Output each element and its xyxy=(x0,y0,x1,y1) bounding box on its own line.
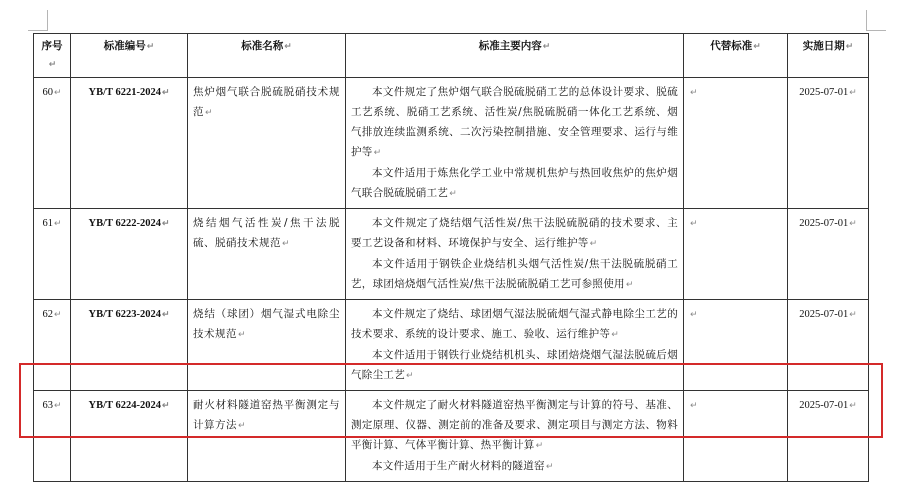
cell-name: 烧结烟气活性炭/焦干法脱硫、脱硝技术规范↵ xyxy=(188,209,346,300)
content-paragraph: 本文件规定了耐火材料隧道窑热平衡测定与计算的符号、基准、测定原理、仪器、测定前的准备及要求、测定项目与测定方法、物料平衡计算、气体平衡计算、热平衡计算↵ xyxy=(351,399,678,451)
cell-replace: ↵ xyxy=(684,78,788,209)
table-row xyxy=(34,391,869,482)
cell-name: 焦炉烟气联合脱硫脱硝技术规范↵ xyxy=(188,78,346,209)
crop-mark-right-h xyxy=(866,30,886,31)
cell-code: YB/T 6224-2024↵ xyxy=(71,391,188,482)
table-header-row xyxy=(34,34,869,78)
content-paragraph: 本文件适用于炼焦化学工业中常规机焦炉与热回收焦炉的焦炉烟气联合脱硫脱硝工艺↵ xyxy=(351,167,678,199)
cell-seq: 61↵ xyxy=(34,209,71,300)
header-content: 标准主要内容↵ xyxy=(346,34,684,78)
content-paragraph: 本文件适用于钢铁行业烧结机机头、球团焙烧烟气湿法脱硫后烟气除尘工艺↵ xyxy=(351,349,678,381)
cell-replace: ↵ xyxy=(684,300,788,391)
table-row xyxy=(34,300,869,391)
content-paragraph: 本文件适用于钢铁企业烧结机头烟气活性炭/焦干法脱硫脱硝工艺，球团焙烧烟气活性炭/焦干法脱硫脱硝工艺可参照使用↵ xyxy=(351,258,678,290)
standards-table xyxy=(33,33,869,482)
cell-seq: 62↵ xyxy=(34,300,71,391)
crop-mark-left-h xyxy=(28,30,48,31)
header-code: 标准编号↵ xyxy=(71,34,188,78)
header-date: 实施日期↵ xyxy=(788,34,869,78)
content-paragraph: 本文件规定了烧结、球团烟气湿法脱硫烟气湿式静电除尘工艺的技术要求、系统的设计要求、施工、验收、运行维护等↵ xyxy=(351,308,678,340)
cell-replace: ↵ xyxy=(684,209,788,300)
crop-mark-left xyxy=(47,10,48,30)
cell-content xyxy=(346,300,684,391)
cell-content xyxy=(346,209,684,300)
table-row xyxy=(34,78,869,209)
cell-date: 2025-07-01↵ xyxy=(788,300,869,391)
cell-name: 耐火材料隧道窑热平衡测定与计算方法↵ xyxy=(188,391,346,482)
content-paragraph: 本文件规定了烧结烟气活性炭/焦干法脱硫脱硝的技术要求、主要工艺设备和材料、环境保护与安全、运行维护等↵ xyxy=(351,217,678,249)
cell-code: YB/T 6223-2024↵ xyxy=(71,300,188,391)
cell-content xyxy=(346,391,684,482)
cell-date: 2025-07-01↵ xyxy=(788,391,869,482)
cell-code: YB/T 6222-2024↵ xyxy=(71,209,188,300)
cell-content xyxy=(346,78,684,209)
cell-code: YB/T 6221-2024↵ xyxy=(71,78,188,209)
header-replace: 代替标准↵ xyxy=(684,34,788,78)
content-paragraph: 本文件规定了焦炉烟气联合脱硫脱硝工艺的总体设计要求、脱硫工艺系统、脱硝工艺系统、活性炭/焦脱硫脱硝一体化工艺系统、烟气排放连续监测系统、二次污染控制措施、安全管理要求、运行与维护等↵ xyxy=(351,86,678,158)
table-row xyxy=(34,209,869,300)
cell-replace: ↵ xyxy=(684,391,788,482)
cell-seq: 63↵ xyxy=(34,391,71,482)
header-seq: 序号↵ xyxy=(34,34,71,78)
cell-name: 烧结（球团）烟气湿式电除尘技术规范↵ xyxy=(188,300,346,391)
cell-date: 2025-07-01↵ xyxy=(788,209,869,300)
cell-date: 2025-07-01↵ xyxy=(788,78,869,209)
header-name: 标准名称↵ xyxy=(188,34,346,78)
cell-seq: 60↵ xyxy=(34,78,71,209)
crop-mark-right xyxy=(866,10,867,30)
content-paragraph: 本文件适用于生产耐火材料的隧道窑↵ xyxy=(372,460,554,472)
